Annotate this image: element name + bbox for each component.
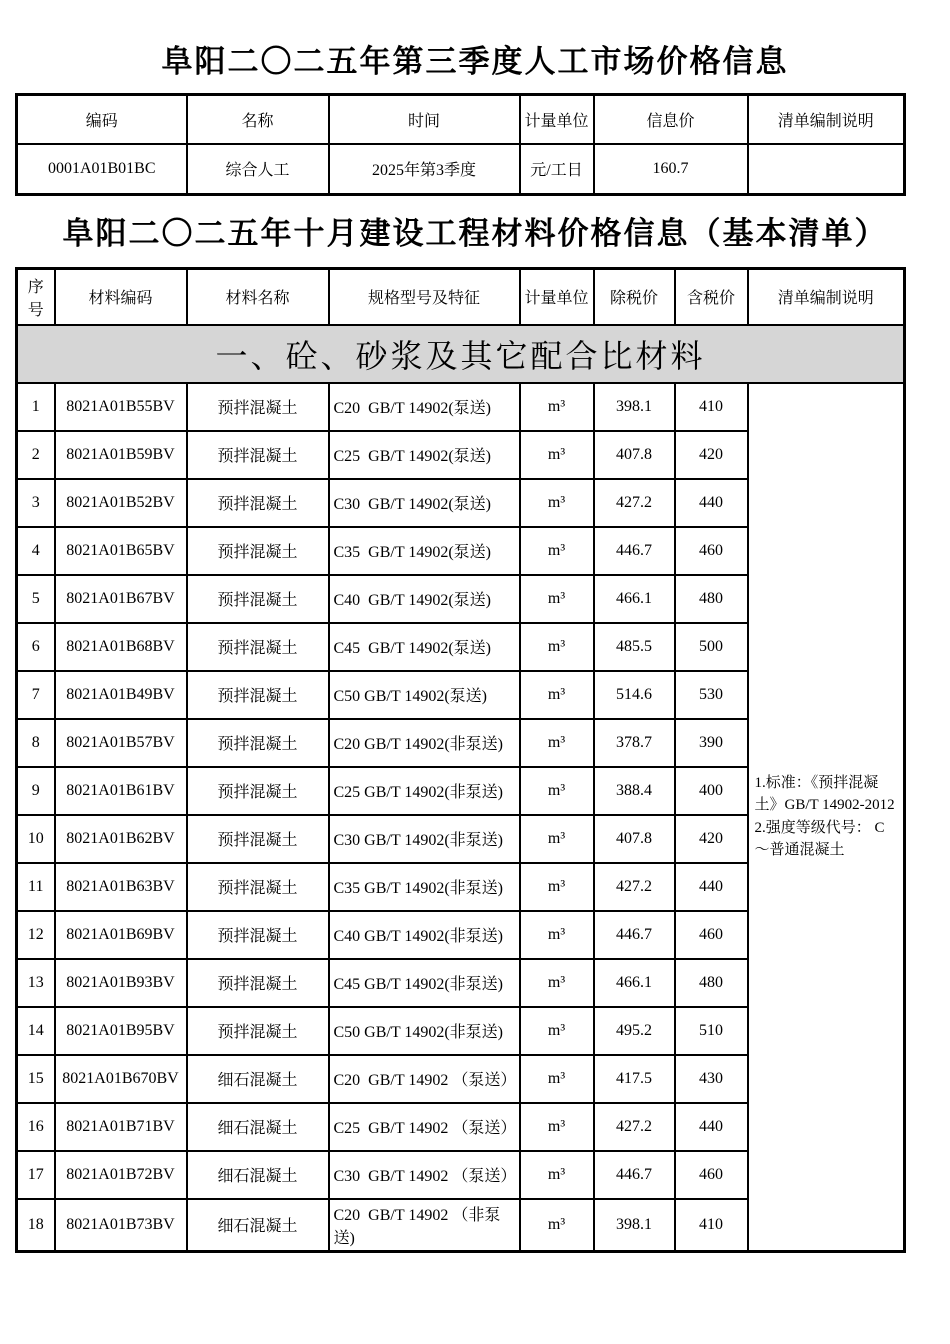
cell-name: 预拌混凝土	[187, 863, 329, 911]
labor-table-body	[17, 144, 905, 195]
cell-spec: C35 GB/T 14902(非泵送)	[329, 863, 520, 911]
cell-price-ex: 388.4	[594, 767, 675, 815]
header-mat-unit: 计量单位	[520, 269, 594, 325]
cell-price-inc: 420	[675, 431, 748, 479]
cell-code: 8021A01B71BV	[55, 1103, 187, 1151]
header-time: 时间	[329, 95, 520, 144]
labor-table-header	[17, 95, 905, 144]
cell-spec: C40 GB/T 14902(非泵送)	[329, 911, 520, 959]
cell-code: 8021A01B49BV	[55, 671, 187, 719]
cell-name: 预拌混凝土	[187, 911, 329, 959]
cell-unit: m³	[520, 479, 594, 527]
cell-price-ex: 417.5	[594, 1055, 675, 1103]
cell-code: 8021A01B68BV	[55, 623, 187, 671]
cell-spec: C30 GB/T 14902(泵送)	[329, 479, 520, 527]
cell-code: 8021A01B63BV	[55, 863, 187, 911]
note-line-2: 2.强度等级代号： C～普通混凝土	[754, 819, 885, 858]
material-price-table	[15, 267, 906, 1253]
material-header-row	[17, 269, 905, 325]
cell-labor-note	[748, 144, 905, 195]
header-code: 编码	[17, 95, 187, 144]
cell-serial: 9	[17, 767, 55, 815]
cell-code: 8021A01B52BV	[55, 479, 187, 527]
cell-serial: 15	[17, 1055, 55, 1103]
cell-price-ex: 427.2	[594, 1103, 675, 1151]
cell-unit: m³	[520, 959, 594, 1007]
cell-unit: m³	[520, 1007, 594, 1055]
cell-price-inc: 440	[675, 1103, 748, 1151]
cell-name: 预拌混凝土	[187, 767, 329, 815]
cell-unit: m³	[520, 431, 594, 479]
cell-price-inc: 400	[675, 767, 748, 815]
cell-name: 预拌混凝土	[187, 671, 329, 719]
cell-name: 预拌混凝土	[187, 527, 329, 575]
table-row	[17, 383, 905, 431]
cell-serial: 11	[17, 863, 55, 911]
cell-serial: 8	[17, 719, 55, 767]
cell-code: 8021A01B69BV	[55, 911, 187, 959]
material-price-title: 阜阳二〇二五年十月建设工程材料价格信息（基本清单）	[62, 216, 888, 251]
cell-price-inc: 480	[675, 959, 748, 1007]
cell-code: 8021A01B95BV	[55, 1007, 187, 1055]
cell-code: 8021A01B93BV	[55, 959, 187, 1007]
cell-spec: C25 GB/T 14902(非泵送)	[329, 767, 520, 815]
cell-code: 8021A01B73BV	[55, 1199, 187, 1252]
cell-serial: 3	[17, 479, 55, 527]
cell-price-inc: 410	[675, 383, 748, 431]
cell-spec: C50 GB/T 14902(泵送)	[329, 671, 520, 719]
cell-name: 预拌混凝土	[187, 479, 329, 527]
cell-price-inc: 390	[675, 719, 748, 767]
cell-price-ex: 427.2	[594, 863, 675, 911]
cell-spec: C30 GB/T 14902 （泵送）	[329, 1151, 520, 1199]
cell-price-ex: 378.7	[594, 719, 675, 767]
cell-spec: C20 GB/T 14902(泵送)	[329, 383, 520, 431]
cell-price-ex: 514.6	[594, 671, 675, 719]
cell-price-inc: 460	[675, 1151, 748, 1199]
cell-price-ex: 446.7	[594, 911, 675, 959]
labor-header-row	[17, 95, 905, 144]
cell-price-inc: 460	[675, 911, 748, 959]
material-table-header	[17, 269, 905, 325]
cell-price-ex: 398.1	[594, 1199, 675, 1252]
cell-serial: 5	[17, 575, 55, 623]
header-name: 名称	[187, 95, 329, 144]
cell-price-ex: 446.7	[594, 527, 675, 575]
cell-code: 8021A01B72BV	[55, 1151, 187, 1199]
cell-serial: 14	[17, 1007, 55, 1055]
cell-spec: C30 GB/T 14902(非泵送)	[329, 815, 520, 863]
cell-serial: 7	[17, 671, 55, 719]
header-mat-name: 材料名称	[187, 269, 329, 325]
cell-price-ex: 466.1	[594, 575, 675, 623]
cell-code: 8021A01B55BV	[55, 383, 187, 431]
cell-unit: m³	[520, 623, 594, 671]
cell-unit: m³	[520, 671, 594, 719]
cell-list-notes	[748, 383, 905, 1252]
cell-unit: m³	[520, 383, 594, 431]
cell-name: 预拌混凝土	[187, 431, 329, 479]
cell-code: 8021A01B61BV	[55, 767, 187, 815]
cell-spec: C50 GB/T 14902(非泵送)	[329, 1007, 520, 1055]
labor-price-title: 阜阳二〇二五年第三季度人工市场价格信息	[161, 44, 789, 79]
cell-price-ex: 407.8	[594, 431, 675, 479]
cell-unit: m³	[520, 767, 594, 815]
cell-price-inc: 420	[675, 815, 748, 863]
cell-unit: m³	[520, 1151, 594, 1199]
cell-name: 预拌混凝土	[187, 383, 329, 431]
cell-name: 预拌混凝土	[187, 959, 329, 1007]
cell-price-ex: 427.2	[594, 479, 675, 527]
cell-spec: C20 GB/T 14902 （非泵送)	[329, 1199, 520, 1252]
note-line-1: 1.标准：《预拌混凝土》GB/T 14902-2012	[754, 774, 895, 813]
labor-price-table	[15, 93, 906, 196]
cell-code: 8021A01B67BV	[55, 575, 187, 623]
cell-price-ex: 407.8	[594, 815, 675, 863]
header-unit: 计量单位	[520, 95, 594, 144]
cell-labor-code: 0001A01B01BC	[17, 144, 187, 195]
cell-name: 细石混凝土	[187, 1199, 329, 1252]
cell-price-inc: 510	[675, 1007, 748, 1055]
cell-price-inc: 530	[675, 671, 748, 719]
cell-name: 预拌混凝土	[187, 575, 329, 623]
cell-price-ex: 485.5	[594, 623, 675, 671]
cell-name: 细石混凝土	[187, 1103, 329, 1151]
cell-unit: m³	[520, 911, 594, 959]
cell-spec: C45 GB/T 14902(泵送)	[329, 623, 520, 671]
cell-price-inc: 440	[675, 479, 748, 527]
cell-name: 预拌混凝土	[187, 815, 329, 863]
cell-price-inc: 430	[675, 1055, 748, 1103]
cell-unit: m³	[520, 863, 594, 911]
header-spec: 规格型号及特征	[329, 269, 520, 325]
labor-data-row	[17, 144, 905, 195]
cell-spec: C20 GB/T 14902(非泵送)	[329, 719, 520, 767]
cell-labor-time: 2025年第3季度	[329, 144, 520, 195]
section-banner: 一、砼、砂浆及其它配合比材料	[17, 325, 905, 383]
cell-labor-unit: 元/工日	[520, 144, 594, 195]
cell-serial: 2	[17, 431, 55, 479]
cell-serial: 10	[17, 815, 55, 863]
cell-code: 8021A01B65BV	[55, 527, 187, 575]
cell-code: 8021A01B62BV	[55, 815, 187, 863]
header-list-note: 清单编制说明	[748, 269, 905, 325]
cell-serial: 12	[17, 911, 55, 959]
header-price-ex: 除税价	[594, 269, 675, 325]
cell-price-ex: 495.2	[594, 1007, 675, 1055]
header-price: 信息价	[594, 95, 748, 144]
cell-price-ex: 398.1	[594, 383, 675, 431]
cell-unit: m³	[520, 527, 594, 575]
cell-serial: 4	[17, 527, 55, 575]
cell-spec: C25 GB/T 14902(泵送)	[329, 431, 520, 479]
cell-price-inc: 500	[675, 623, 748, 671]
cell-unit: m³	[520, 1199, 594, 1252]
cell-price-ex: 466.1	[594, 959, 675, 1007]
cell-name: 细石混凝土	[187, 1151, 329, 1199]
header-price-inc: 含税价	[675, 269, 748, 325]
cell-serial: 6	[17, 623, 55, 671]
header-note: 清单编制说明	[748, 95, 905, 144]
header-mat-code: 材料编码	[55, 269, 187, 325]
material-table-body	[17, 325, 905, 1252]
cell-serial: 13	[17, 959, 55, 1007]
cell-serial: 16	[17, 1103, 55, 1151]
cell-spec: C45 GB/T 14902(非泵送)	[329, 959, 520, 1007]
cell-labor-price: 160.7	[594, 144, 748, 195]
cell-spec: C20 GB/T 14902 （泵送）	[329, 1055, 520, 1103]
cell-name: 预拌混凝土	[187, 623, 329, 671]
cell-spec: C35 GB/T 14902(泵送)	[329, 527, 520, 575]
cell-serial: 17	[17, 1151, 55, 1199]
cell-name: 细石混凝土	[187, 1055, 329, 1103]
cell-name: 预拌混凝土	[187, 719, 329, 767]
cell-spec: C40 GB/T 14902(泵送)	[329, 575, 520, 623]
cell-price-inc: 480	[675, 575, 748, 623]
cell-price-inc: 410	[675, 1199, 748, 1252]
cell-unit: m³	[520, 1103, 594, 1151]
cell-price-ex: 446.7	[594, 1151, 675, 1199]
cell-name: 预拌混凝土	[187, 1007, 329, 1055]
cell-price-inc: 440	[675, 863, 748, 911]
section-banner-row	[17, 325, 905, 383]
cell-serial: 1	[17, 383, 55, 431]
cell-unit: m³	[520, 1055, 594, 1103]
cell-unit: m³	[520, 815, 594, 863]
cell-unit: m³	[520, 719, 594, 767]
cell-price-inc: 460	[675, 527, 748, 575]
cell-serial: 18	[17, 1199, 55, 1252]
cell-spec: C25 GB/T 14902 （泵送）	[329, 1103, 520, 1151]
cell-code: 8021A01B57BV	[55, 719, 187, 767]
cell-labor-name: 综合人工	[187, 144, 329, 195]
cell-unit: m³	[520, 575, 594, 623]
cell-code: 8021A01B670BV	[55, 1055, 187, 1103]
cell-code: 8021A01B59BV	[55, 431, 187, 479]
header-serial: 序号	[17, 269, 55, 325]
